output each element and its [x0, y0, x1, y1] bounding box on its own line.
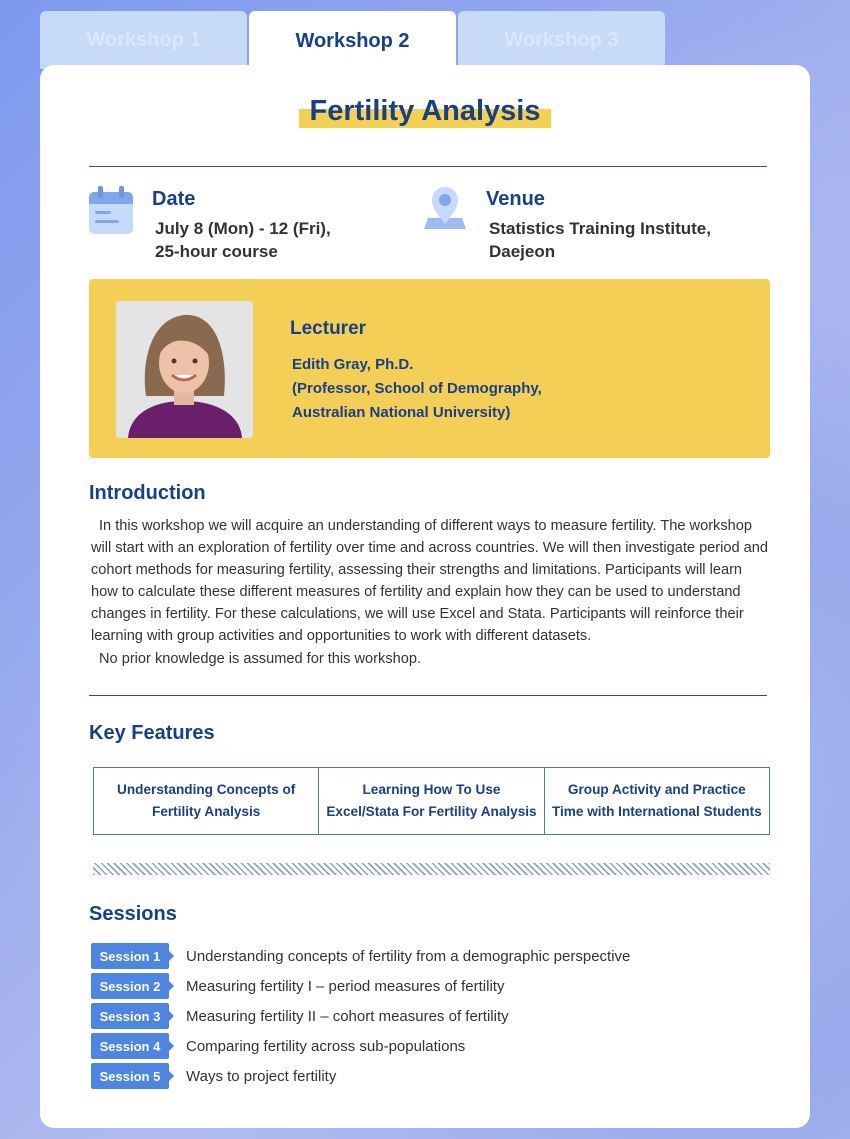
list-item: [91, 941, 771, 971]
date-label: Date: [152, 188, 196, 210]
lecturer-name: Edith Gray, Ph.D.: [292, 356, 414, 373]
sessions-heading: Sessions: [89, 903, 177, 925]
introduction-text: [91, 515, 771, 670]
key-features-table: [93, 767, 770, 835]
introduction-paragraph-2: No prior knowledge is assumed for this workshop.: [99, 650, 422, 667]
workshop-card: [40, 65, 810, 1128]
date-block: [152, 188, 331, 263]
title-wrap: [40, 95, 810, 128]
tab-workshop-3[interactable]: Workshop 3: [458, 11, 665, 69]
location-pin-icon: [422, 184, 468, 232]
list-item: [91, 1031, 771, 1061]
tab-workshop-2[interactable]: Workshop 2: [249, 11, 456, 71]
feature-item: [545, 768, 769, 834]
session-text: Comparing fertility across sub-populations: [186, 1037, 466, 1055]
feature-1-line-2: Fertility Analysis: [152, 804, 261, 819]
calendar-icon: [87, 184, 135, 236]
lecturer-role-line-1: (Professor, School of Demography,: [292, 380, 542, 397]
lecturer-role-line-2: Australian National University): [292, 404, 511, 421]
session-badge: Session 1: [91, 943, 169, 969]
page-title: Fertility Analysis: [299, 95, 550, 128]
feature-3-line-2: Time with International Students: [551, 804, 762, 819]
date-value: [152, 217, 331, 263]
session-text: Ways to project fertility: [186, 1067, 337, 1085]
session-text: Measuring fertility I – period measures of fertility: [186, 977, 505, 995]
venue-line-1: Statistics Training Institute,: [489, 219, 711, 238]
feature-3-line-1: Group Activity and Practice: [567, 782, 746, 797]
list-item: [91, 1001, 771, 1031]
introduction-paragraph-1: In this workshop we will acquire an understanding of different ways to measure fertility. The workshop will start with an exploration of fertility over time and across countries. We will then investigate period and cohort methods for measuring fertility, assessing their strengths and limitations. Participants will learn how to calculate these different measures of fertility and explain how they can be used to understand changes in fertility. For these calculations, we will use Excel and Stata. Participants will reinforce their learning with group activities and opportunities to work with different datasets.: [91, 518, 769, 645]
session-badge: Session 5: [91, 1063, 169, 1089]
lecturer-label: Lecturer: [290, 318, 367, 339]
date-line-1: July 8 (Mon) - 12 (Fri),: [155, 219, 331, 238]
session-badge: Session 3: [91, 1003, 169, 1029]
feature-item: [94, 768, 319, 834]
session-badge: Session 4: [91, 1033, 169, 1059]
session-text: Measuring fertility II – cohort measures of fertility: [186, 1007, 509, 1025]
lecturer-photo: [116, 301, 253, 438]
list-item: [91, 971, 771, 1001]
divider-middle: [89, 695, 767, 696]
feature-item: [319, 768, 544, 834]
hatched-divider: [93, 863, 770, 875]
feature-2-line-2: Excel/Stata For Fertility Analysis: [326, 804, 537, 819]
venue-line-2: Daejeon: [489, 242, 556, 261]
session-text: Understanding concepts of fertility from a demographic perspective: [186, 947, 631, 965]
feature-2-line-1: Learning How To Use: [362, 782, 501, 797]
lecturer-box: [89, 279, 770, 458]
sessions-list: [91, 941, 771, 1091]
venue-label: Venue: [486, 188, 545, 210]
workshop-tabs: [40, 11, 666, 71]
divider-top: [89, 166, 767, 167]
venue-value: [486, 217, 711, 263]
tab-workshop-1[interactable]: Workshop 1: [40, 11, 247, 69]
session-badge: Session 2: [91, 973, 169, 999]
date-line-2: 25-hour course: [155, 242, 278, 261]
introduction-heading: Introduction: [89, 482, 206, 504]
venue-block: [486, 188, 711, 263]
list-item: [91, 1061, 771, 1091]
feature-1-line-1: Understanding Concepts of: [117, 782, 296, 797]
key-features-heading: Key Features: [89, 722, 215, 744]
